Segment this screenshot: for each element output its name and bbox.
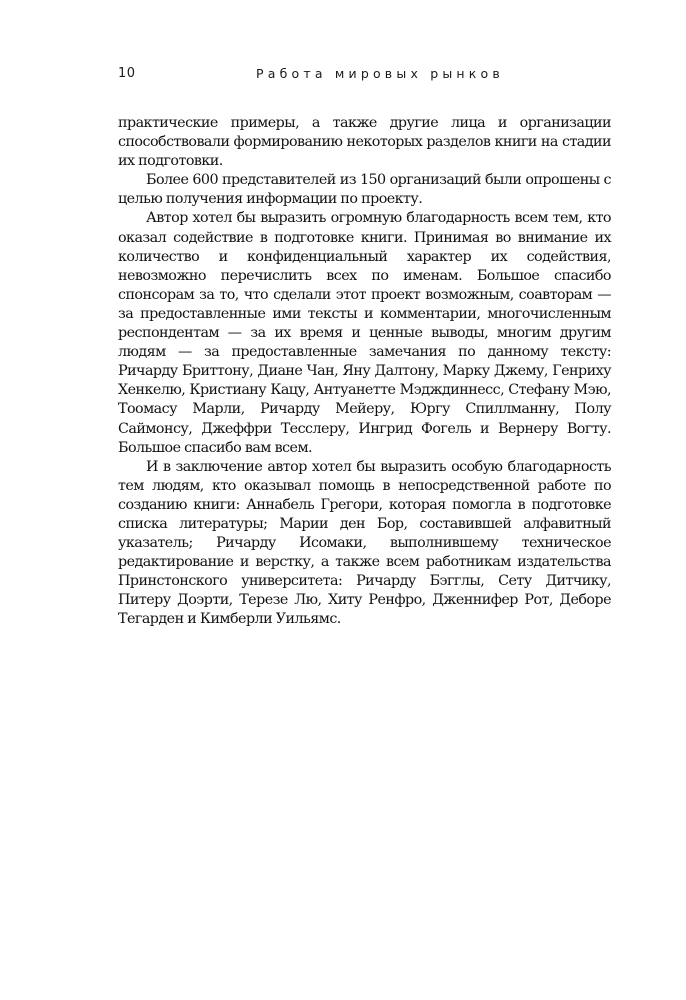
page-number: 10 [118, 66, 136, 81]
body-text [118, 114, 611, 630]
paragraph-gratitude: Автор хотел бы выразить огромную благодарность всем тем, кто оказал содействие в подготовке книги. Принимая во внимание их количество и конфиденциальный характер их содействия, невозможно перечислить всех по именам. Большое спасибо спонсорам за то, что сделали этот проект возможным, соавторам — за предоставленные ими тексты и комментарии, многочисленным респондентам — за их время и ценные выводы, многим другим людям — за предоставленные замечания по данному тексту: Ричарду Бриттону, Диане Чан, Яну Далтону, Марку Джему, Генриху Хенкелю, Кристиану Кацу, Антуанетте Мэдждиннесс, Стефану Мэю, Тоомасу Марли, Ричарду Мейеру, Юргу Спиллманну, Полу Саймонсу, Джеффри Тесслеру, Ингрид Фогель и Вернеру Вогту. Большое спасибо вам всем. [118, 210, 611, 456]
running-head [118, 66, 611, 86]
paragraph-special-thanks: И в заключение автор хотел бы выразить особую благодарность тем людям, кто оказывал помощь в непосредственной работе по созданию книги: Аннабель Грегори, которая помогла в подготовке списка литературы; Марии ден Бор, составившей алфавитный указатель; Ричарду Исомаки, выполнившему техническое редактирование и верстку, а также всем работникам издательства Принстонского университета: Ричарду Бэгглы, Сету Дитчику, Питеру Доэрти, Терезе Лю, Хиту Ренфро, Дженнифер Рот, Деборе Тегарден и Кимберли Уильямс. [118, 458, 611, 628]
running-title: Работа мировых рынков [256, 66, 504, 81]
paragraph-survey: Более 600 представителей из 150 организаций были опрошены с целью получения информации по проекту. [118, 172, 611, 208]
paragraph-continued: практические примеры, а также другие лица и организации способствовали формированию некоторых разделов книги на стадии их подготовки. [118, 115, 611, 170]
